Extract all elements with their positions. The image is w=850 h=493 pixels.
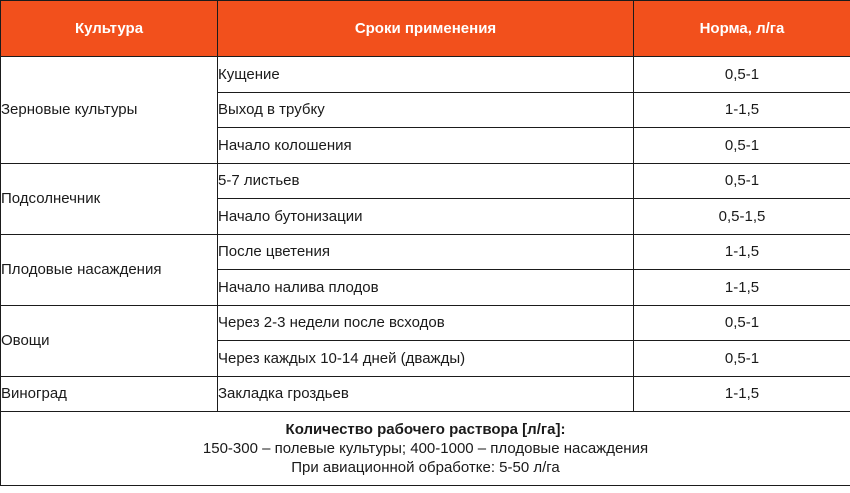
- norm-cell: 0,5-1: [634, 128, 850, 164]
- term-cell: Через 2-3 недели после всходов: [218, 305, 634, 341]
- term-cell: После цветения: [218, 234, 634, 270]
- culture-cell: Овощи: [1, 305, 218, 376]
- working-solution-note: [1, 412, 850, 486]
- norm-cell: 1-1,5: [634, 92, 850, 128]
- norm-cell: 0,5-1,5: [634, 199, 850, 235]
- table-row: [1, 57, 850, 93]
- norm-cell: 0,5-1: [634, 163, 850, 199]
- header-culture: Культура: [1, 1, 218, 57]
- table-row: [1, 163, 850, 199]
- table-row: [1, 305, 850, 341]
- table-row: [1, 234, 850, 270]
- norm-cell: 1-1,5: [634, 270, 850, 306]
- term-cell: Начало налива плодов: [218, 270, 634, 306]
- norm-cell: 0,5-1: [634, 341, 850, 377]
- culture-cell: Плодовые насаждения: [1, 234, 218, 305]
- footer-row: [1, 412, 850, 486]
- term-cell: 5-7 листьев: [218, 163, 634, 199]
- header-norm: Норма, л/га: [634, 1, 850, 57]
- header-row: [1, 1, 850, 57]
- culture-cell: Подсолнечник: [1, 163, 218, 234]
- term-cell: Начало бутонизации: [218, 199, 634, 235]
- norm-cell: 0,5-1: [634, 57, 850, 93]
- norm-cell: 1-1,5: [634, 234, 850, 270]
- term-cell: Закладка гроздьев: [218, 376, 634, 412]
- term-cell: Выход в трубку: [218, 92, 634, 128]
- footer-line-2: При авиационной обработке: 5-50 л/га: [291, 459, 560, 476]
- footer-line-1: 150-300 – полевые культуры; 400-1000 – плодовые насаждения: [202, 440, 649, 457]
- header-term: Сроки применения: [218, 1, 634, 57]
- table-row: [1, 376, 850, 412]
- norm-cell: 1-1,5: [634, 376, 850, 412]
- term-cell: Начало колошения: [218, 128, 634, 164]
- culture-cell: Зерновые культуры: [1, 57, 218, 164]
- term-cell: Кущение: [218, 57, 634, 93]
- footer-title: Количество рабочего раствора [л/га]:: [285, 421, 566, 438]
- culture-cell: Виноград: [1, 376, 218, 412]
- term-cell: Через каждых 10-14 дней (дважды): [218, 341, 634, 377]
- norm-cell: 0,5-1: [634, 305, 850, 341]
